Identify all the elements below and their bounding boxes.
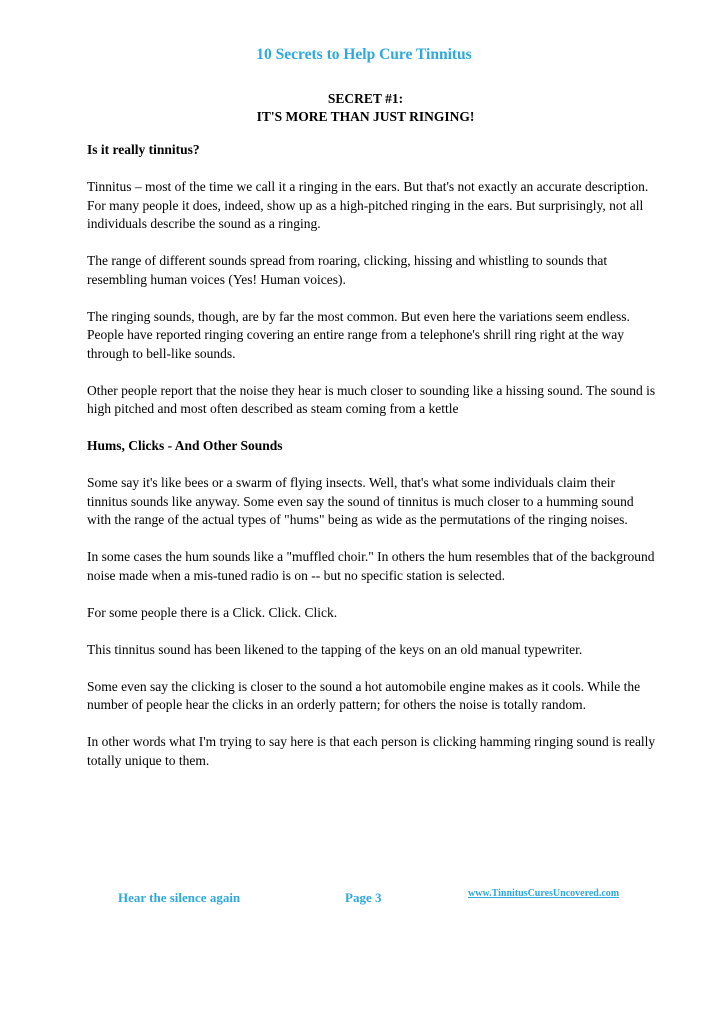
secret-heading	[0, 90, 728, 126]
paragraph: Tinnitus – most of the time we call it a ringing in the ears. But that's not exactly an accurate description. For many people it does, indeed, show up as a high-pitched ringing in the ears. But surprisingly, not all individuals describe the sound as a ringing.	[87, 179, 649, 231]
section-subhead: Hums, Clicks - And Other Sounds	[87, 438, 283, 453]
document-body	[87, 141, 657, 789]
website-link[interactable]: www.TinnitusCuresUncovered.com	[468, 888, 620, 899]
paragraph: This tinnitus sound has been likened to the tapping of the keys on an old manual typewriter.	[87, 641, 583, 657]
footer-tagline: Hear the silence again	[118, 890, 241, 905]
section-subhead: Is it really tinnitus?	[87, 142, 200, 157]
paragraph: The range of different sounds spread from roaring, clicking, hissing and whistling to sounds that resembling human voices (Yes! Human voices).	[87, 253, 608, 287]
secret-number: SECRET #1:	[327, 91, 404, 106]
paragraph: The ringing sounds, though, are by far the most common. But even here the variations seem endless. People have reported ringing covering an entire range from a telephone's shrill ring right at the way through to bell-like sounds.	[87, 308, 630, 361]
paragraph: Other people report that the noise they hear is much closer to sounding like a hissing sound. The sound is high pitched and most often described as steam coming from a kettle	[87, 382, 656, 416]
paragraph: In some cases the hum sounds like a "muffled choir." In others the hum resembles that of the background noise made when a mis-tuned radio is on -- but no specific station is selected.	[87, 549, 655, 583]
secret-title: IT'S MORE THAN JUST RINGING!	[256, 109, 475, 124]
page-footer	[0, 888, 728, 912]
paragraph: Some say it's like bees or a swarm of flying insects. Well, that's what some individuals claim their tinnitus sounds like anyway. Some even say the sound of tinnitus is much closer to a humming sound with the range of the actual types of "hums" being as wide as the permutations of the ringing noises.	[87, 475, 634, 527]
paragraph: In other words what I'm trying to say here is that each person is clicking hamming ringing sound is really totally unique to them.	[87, 734, 656, 768]
document-title: 10 Secrets to Help Cure Tinnitus	[256, 46, 472, 63]
page-number: Page 3	[345, 890, 382, 905]
paragraph: Some even say the clicking is closer to the sound a hot automobile engine makes as it cools. While the number of people hear the clicks in an orderly pattern; for others the noise is totally random.	[87, 678, 641, 712]
paragraph: For some people there is a Click. Click. Click.	[87, 604, 338, 620]
